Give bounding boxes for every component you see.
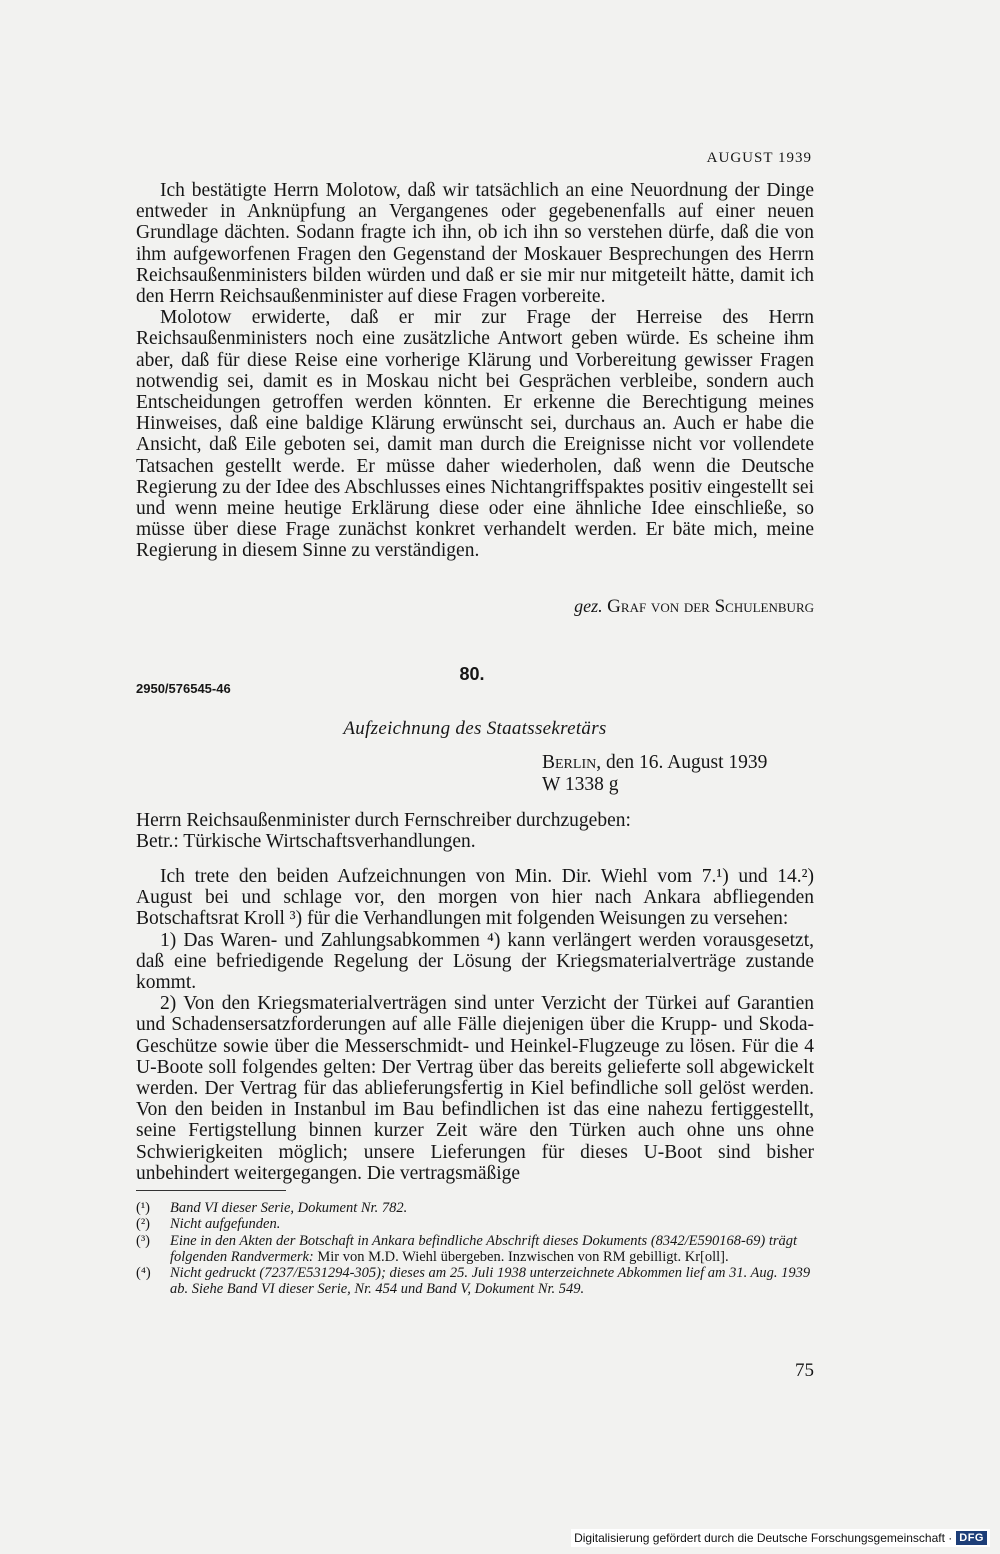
page-number: 75 — [795, 1360, 814, 1381]
paragraph: Ich bestätigte Herrn Molotow, daß wir tatsächlich an eine Neuordnung der Dinge entweder in Anknüpfung an Vergangenes oder gegebenenfalls auf einer neuen Grundlage dächten. Sodann fragte ich ihn, ob ich ihn so verstehen dürfe, daß die von ihm aufgeworfenen Fragen den Gegenstand der Moskauer Besprechungen des Herrn Reichsaußenministers bilden würden und daß er sie mir nur mitgeteilt hätte, damit ich den Herrn Reichsaußenminister auf diese Fragen vorbereite. — [136, 180, 814, 308]
footnotes — [136, 1200, 816, 1298]
footnote-text: Nicht gedruckt (7237/E531294-305); dieses am 25. Juli 1938 unterzeichnete Abkommen lief am 31. Aug. 1939 ab. Siehe Band VI dieser Serie, Nr. 454 und Band V, Dokument Nr. 549. — [170, 1265, 811, 1298]
addressee-line: Herrn Reichsaußenminister durch Fernschreiber durchzugeben: — [136, 810, 631, 831]
paragraph: Molotow erwiderte, daß er mir zur Frage der Herreise des Herrn Reichsaußenministers noch eine zusätzliche Antwort geben würde. Es scheine ihm aber, daß für diese Reise eine vorherige Klärung und Vorbereitung gewisser Fragen notwendig sei, damit es in Moskau nicht bei Gesprächen verbleibe, sondern auch Entscheidungen getroffen werden könnten. Er erkenne die Berechtigung meines Hinweises, daß eine baldige Klärung erwünscht sei, durchaus an. Auch er habe die Ansicht, daß Eile geboten sei, damit man durch die Ereignisse nicht vor vollendete Tatsachen gestellt werde. Er müsse daher wiederholen, daß wenn die Deutsche Regierung zu der Idee des Abschlusses eines Nichtangriffspaktes positiv eingestellt sei und wenn meine heutige Erklärung diese oder eine ähnliche Idee einschließe, so müsse über diese Frage zunächst konkret verhandelt werden. Er bäte mich, meine Regierung in diesem Sinne zu verständigen. — [136, 307, 814, 562]
footnote-mark: (²) — [136, 1216, 151, 1233]
footnote-mark: (¹) — [136, 1200, 151, 1216]
signature-name: Graf von der Schulenburg — [607, 596, 814, 617]
paragraph: Ich trete den beiden Aufzeichnungen von Min. Dir. Wiehl vom 7.¹) und 14.²) August bei und schlage vor, den morgen von hier nach Ankara abfliegenden Botschaftsrat Kroll ³) für die Verhandlungen mit folgenden Weisungen zu versehen: — [136, 866, 814, 930]
document-number: 80. — [459, 664, 485, 684]
paragraph: 2) Von den Kriegsmaterialverträgen sind unter Verzicht der Türkei auf Garantien und Schadensersatzforderungen auf alle Fälle diejenigen über die Krupp- und Skoda-Geschütze sowie über die Messerschmidt- und Heinkel-Flugzeuge zu lösen. Für die 4 U-Boote soll folgendes gelten: Der Vertrag über das bereits gelieferte soll abgewickelt werden. Der Vertrag für das ablieferungsfertig in Kiel befindliche soll gelöst werden. Von den beiden in Instanbul im Bau befindlichen ist das eine nahezu fertiggestellt, seine Fertigstellung binnen kurzer Zeit wäre den Türken auch ohne uns ohne Schwierigkeiten möglich; unsere Lieferungen für dieses U-Boot sind bisher unbehindert weitergegangen. Die vertragsmäßige — [136, 993, 814, 1184]
signature — [574, 596, 814, 618]
film-number: 2950/576545-46 — [136, 681, 231, 696]
text-block-3 — [136, 866, 814, 1184]
footnote-mark: (⁴) — [136, 1265, 151, 1282]
reference: W 1338 g — [542, 774, 619, 795]
dateline — [542, 752, 767, 796]
banner-text: Digitalisierung gefördert durch die Deutsche Forschungsgemeinschaft · — [574, 1531, 953, 1545]
footnote-text: Nicht aufgefunden. — [170, 1216, 281, 1233]
place: Berlin, — [542, 752, 602, 773]
footnote-divider — [136, 1190, 286, 1191]
footnote — [136, 1233, 816, 1266]
subject-line: Betr.: Türkische Wirtschaftsverhandlungen. — [136, 831, 476, 853]
text-block-2 — [136, 810, 814, 852]
paragraph: 1) Das Waren- und Zahlungsabkommen ⁴) kann verlängert werden vorausgesetzt, daß eine befriedigende Regelung der Lösung der Kriegsmaterialverträge zustande kommt. — [136, 929, 814, 994]
footnote-text: Eine in den Akten der Botschaft in Ankara befindliche Abschrift dieses Dokuments (8342/E590168-69) trägt folgenden Randvermerk: — [170, 1232, 798, 1265]
funding-banner — [571, 1529, 990, 1547]
text-block-1 — [136, 180, 814, 562]
footnote-note: Mir von M.D. Wiehl übergeben. Inzwischen von RM gebilligt. Kr[oll]. — [313, 1248, 729, 1265]
footnote-mark: (³) — [136, 1232, 151, 1249]
footnote — [136, 1216, 816, 1232]
dfg-logo: DFG — [956, 1531, 987, 1545]
date: den 16. August 1939 — [605, 752, 768, 773]
document-title: Aufzeichnung des Staatssekretärs — [343, 718, 607, 739]
signature-prefix: gez. — [574, 596, 603, 616]
footnote — [136, 1200, 816, 1216]
footnote-text: Band VI dieser Serie, Dokument Nr. 782. — [170, 1200, 408, 1216]
running-head: AUGUST 1939 — [706, 150, 812, 166]
footnote — [136, 1265, 816, 1298]
